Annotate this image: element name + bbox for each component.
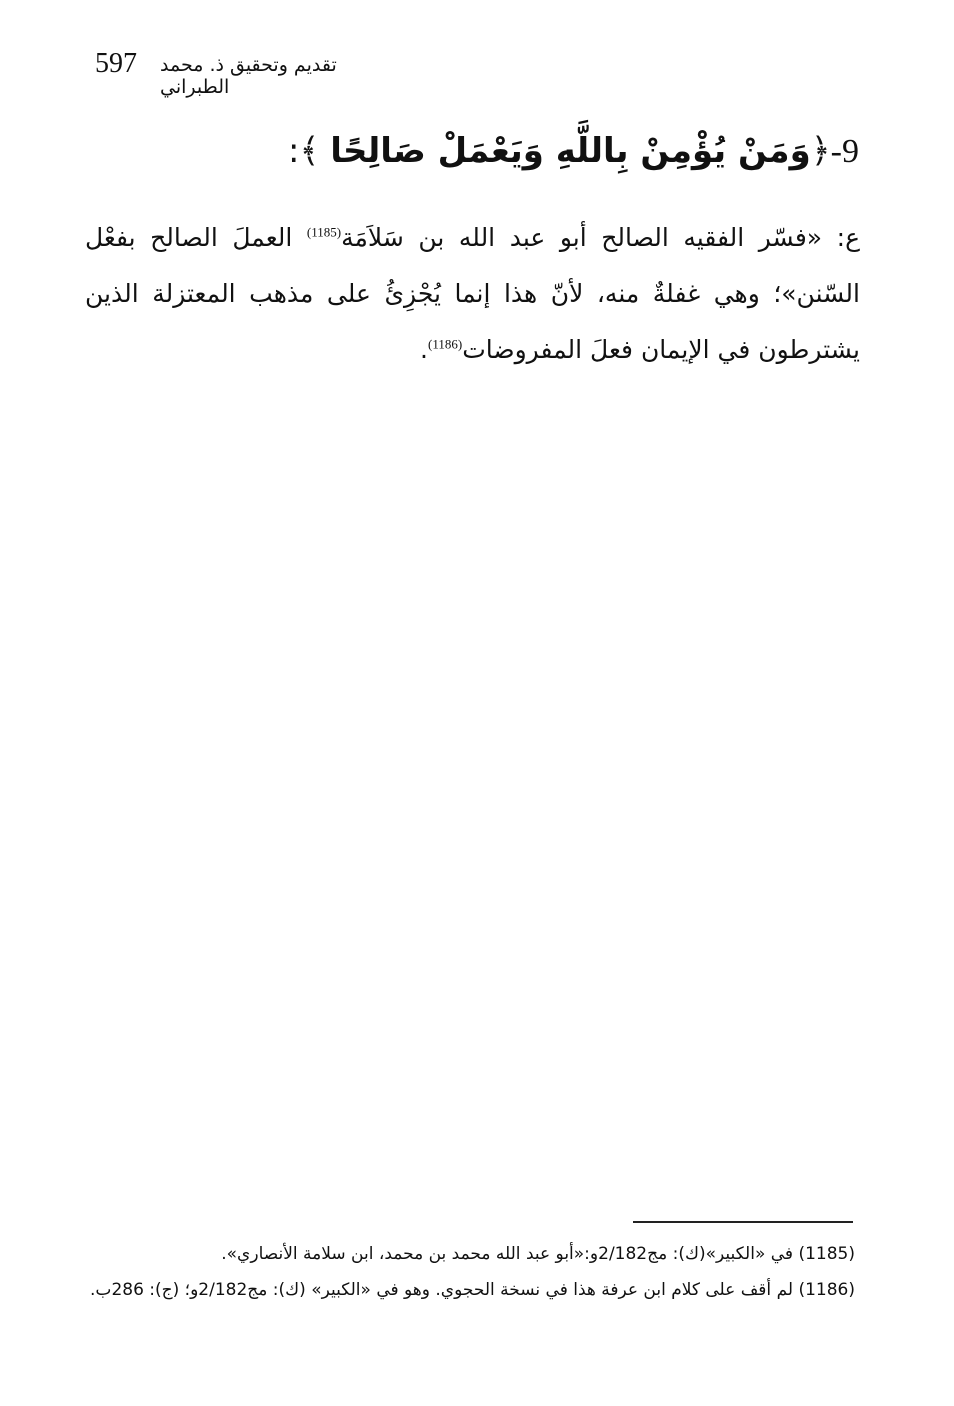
footnote-ref-1185[interactable]: (1185) <box>306 224 342 240</box>
footnote-1185: (1185) في «الكبير»(ك): مج2/182و:«أبو عبد الله محمد بن محمد، ابن سلامة الأنصاري». <box>221 1244 855 1264</box>
verse-number: 9- <box>830 133 859 170</box>
running-head: تقديم وتحقيق ذ. محمد الطبراني <box>160 54 337 98</box>
commentary-part-2: العملَ الصالح بفعْل السّنن»؛ وهي غفلةٌ منه، لأنّ هذا إنما يُجْزِئُ على مذهب المعتزلة الذين يشترطون في الإيمان فعلَ المفروضات <box>85 223 860 364</box>
commentary-part-3: . <box>420 335 428 364</box>
page-number: 597 <box>95 48 137 79</box>
verse-open-bracket: ﴿ <box>810 131 831 171</box>
verse-colon: : <box>287 131 300 171</box>
verse-close-bracket: ﴾ <box>299 131 320 171</box>
footnote-divider <box>633 1221 853 1223</box>
commentary-paragraph <box>85 210 860 378</box>
commentary-part-1: ع: «فسّر الفقيه الصالح أبو عبد الله بن سَلاَمَة <box>341 223 860 252</box>
footnotes <box>80 1237 855 1309</box>
verse-heading <box>288 130 859 171</box>
footnote-ref-1186[interactable]: (1186) <box>427 336 463 352</box>
footnote-1186: (1186) لم أقف على كلام ابن عرفة هذا في نسخة الحجوي. وهو في «الكبير» (ك): مج2/182و؛ (ج): 286ب. <box>90 1280 855 1300</box>
verse-text: وَمَنْ يُؤْمِنْ بِاللَّهِ وَيَعْمَلْ صَالِحًا <box>330 131 811 171</box>
